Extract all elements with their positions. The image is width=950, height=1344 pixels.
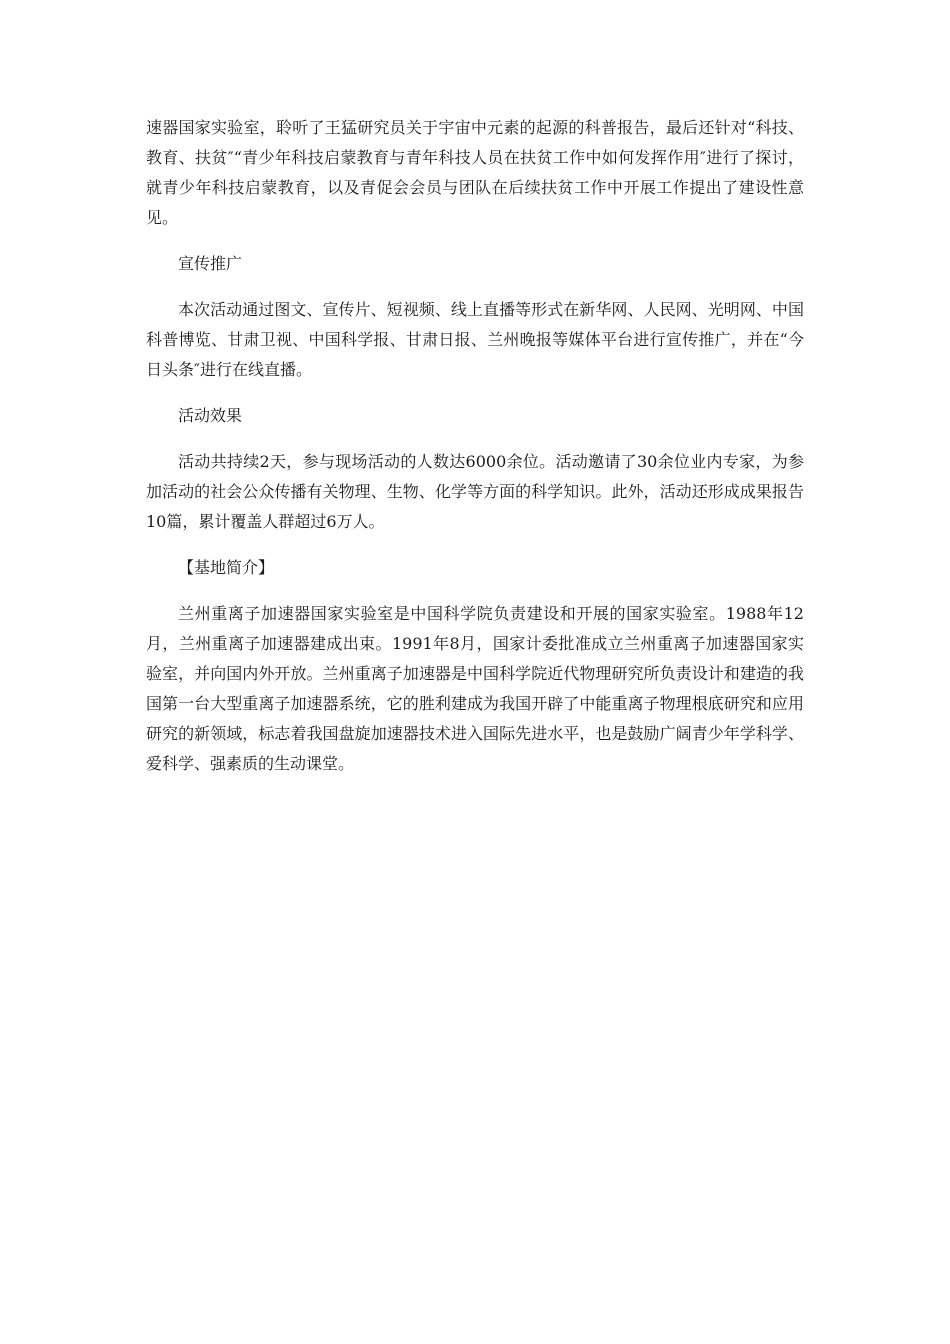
paragraph-effect: 活动共持续2天，参与现场活动的人数达6000余位。活动邀请了30余位业内专家，为参加活动的社会公众传播有关物理、生物、化学等方面的科学知识。此外，活动还形成成果报告10篇，累计覆盖人群超过6万人。	[146, 452, 804, 531]
paragraph-promotion: 本次活动通过图文、宣传片、短视频、线上直播等形式在新华网、人民网、光明网、中国科普博览、甘肃卫视、中国科学报、甘肃日报、兰州晚报等媒体平台进行宣传推广，并在“今日头条″进行在线直播。	[146, 300, 804, 379]
spacer	[146, 233, 804, 249]
spacer	[146, 385, 804, 401]
document-body	[146, 113, 804, 779]
paragraph-continuation: 速器国家实验室，聆听了王猛研究员关于宇宙中元素的起源的科普报告，最后还针对“科技、教育、扶贫″“青少年科技启蒙教育与青年科技人员在扶贫工作中如何发挥作用″进行了探讨，就青少年科技启蒙教育，以及青促会会员与团队在后续扶贫工作中开展工作提出了建设性意见。	[146, 118, 804, 227]
heading-effect: 活动效果	[178, 406, 243, 425]
paragraph-base-intro: 兰州重离子加速器国家实验室是中国科学院负责建设和开展的国家实验室。1988年12月，兰州重离子加速器建成出束。1991年8月，国家计委批准成立兰州重离子加速器国家实验室，并向国内外开放。兰州重离子加速器是中国科学院近代物理研究所负责设计和建造的我国第一台大型重离子加速器系统，它的胜利建成为我国开辟了中能重离子物理根底研究和应用研究的新领域，标志着我国盘旋加速器技术进入国际先进水平，也是鼓励广阔青少年学科学、爱科学、强素质的生动课堂。	[146, 604, 804, 773]
spacer	[146, 431, 804, 447]
spacer	[146, 279, 804, 295]
spacer	[146, 583, 804, 599]
spacer	[146, 537, 804, 553]
heading-promotion: 宣传推广	[178, 254, 243, 273]
heading-base-intro: 【基地简介】	[178, 558, 275, 577]
